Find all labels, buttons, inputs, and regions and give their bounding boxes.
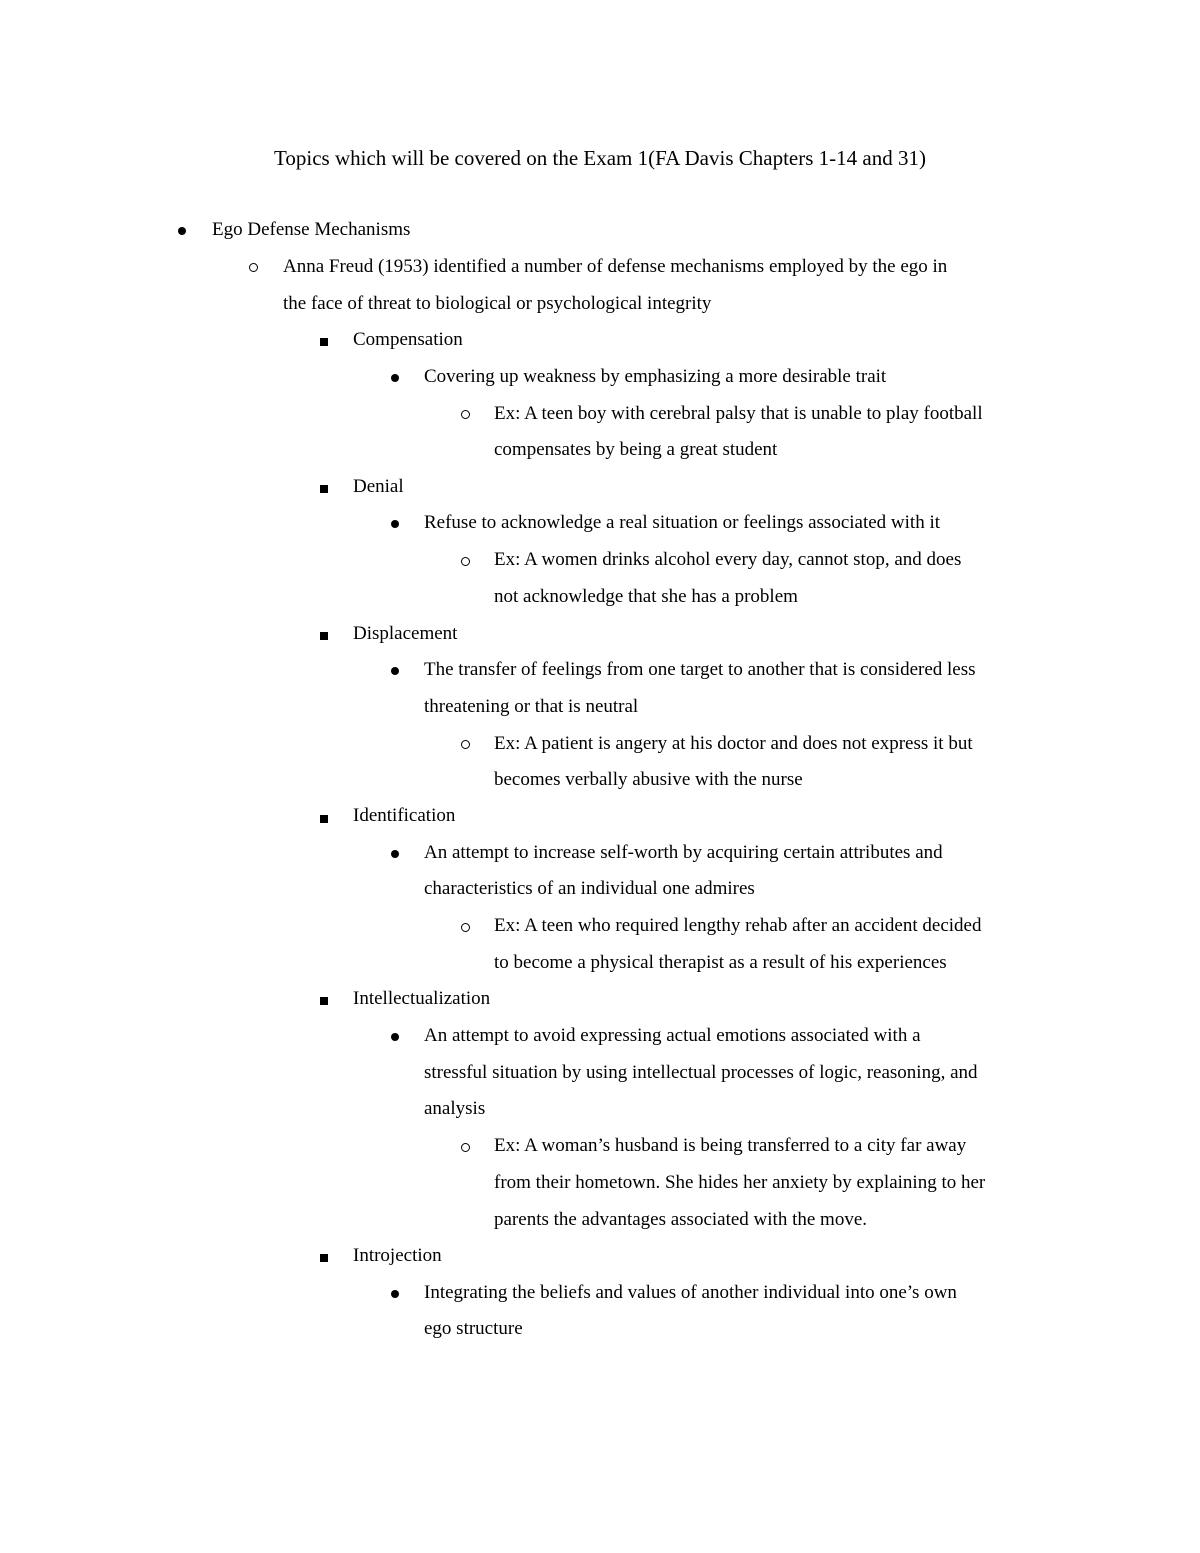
outline-item-level3: Identification — [353, 805, 456, 826]
outline-item-level4-cont: stressful situation by using intellectual processes of logic, reasoning, and — [424, 1062, 978, 1083]
outline-item-level4: Covering up weakness by emphasizing a more desirable trait — [424, 366, 887, 387]
outline-item-level2-cont: the face of threat to biological or psychological integrity — [283, 293, 712, 314]
outline-item-level4-cont: threatening or that is neutral — [424, 696, 639, 717]
circle-bullet-icon — [461, 740, 470, 749]
outline-item-level4: The transfer of feelings from one target to another that is considered less — [424, 659, 976, 680]
circle-bullet-icon — [461, 557, 470, 566]
square-bullet-icon — [320, 1254, 328, 1262]
disc-bullet-icon — [178, 227, 186, 235]
square-bullet-icon — [320, 997, 328, 1005]
outline-item-level4: Integrating the beliefs and values of another individual into one’s own — [424, 1282, 957, 1303]
square-bullet-icon — [320, 632, 328, 640]
outline-item-level5: Ex: A women drinks alcohol every day, cannot stop, and does — [494, 549, 962, 570]
disc-bullet-icon — [391, 667, 399, 675]
outline-item-level4: Refuse to acknowledge a real situation or feelings associated with it — [424, 512, 941, 533]
outline-item-level5-cont: compensates by being a great student — [494, 439, 778, 460]
outline-item-level4-cont: ego structure — [424, 1318, 523, 1339]
outline-item-level5: Ex: A teen boy with cerebral palsy that is unable to play football — [494, 403, 983, 424]
circle-bullet-icon — [461, 410, 470, 419]
outline-item-level5-cont: to become a physical therapist as a result of his experiences — [494, 952, 947, 973]
outline-item-level4: An attempt to increase self-worth by acquiring certain attributes and — [424, 842, 943, 863]
outline-item-level4-cont: characteristics of an individual one admires — [424, 878, 755, 899]
square-bullet-icon — [320, 815, 328, 823]
outline-item-level4-cont: analysis — [424, 1098, 486, 1119]
outline-item-level3: Intellectualization — [353, 988, 491, 1009]
outline-item-level3: Denial — [353, 476, 404, 497]
outline-item-level3: Displacement — [353, 623, 458, 644]
outline-item-level5: Ex: A woman’s husband is being transferred to a city far away — [494, 1135, 967, 1156]
square-bullet-icon — [320, 485, 328, 493]
outline-item-level1: Ego Defense Mechanisms — [212, 219, 411, 240]
circle-bullet-icon — [461, 1143, 470, 1152]
outline-item-level5-cont: parents the advantages associated with the move. — [494, 1209, 868, 1230]
circle-bullet-icon — [249, 263, 258, 272]
disc-bullet-icon — [391, 1033, 399, 1041]
outline-item-level5: Ex: A patient is angery at his doctor and does not express it but — [494, 733, 973, 754]
disc-bullet-icon — [391, 520, 399, 528]
square-bullet-icon — [320, 338, 328, 346]
outline-item-level3: Introjection — [353, 1245, 442, 1266]
outline-item-level5-cont: not acknowledge that she has a problem — [494, 586, 798, 607]
circle-bullet-icon — [461, 923, 470, 932]
document-title: Topics which will be covered on the Exam 1(FA Davis Chapters 1-14 and 31) — [274, 146, 926, 170]
outline-item-level5-cont: becomes verbally abusive with the nurse — [494, 769, 803, 790]
disc-bullet-icon — [391, 374, 399, 382]
outline-item-level2: Anna Freud (1953) identified a number of defense mechanisms employed by the ego in — [283, 256, 948, 277]
outline-item-level5: Ex: A teen who required lengthy rehab after an accident decided — [494, 915, 982, 936]
outline-item-level5-cont: from their hometown. She hides her anxiety by explaining to her — [494, 1172, 986, 1193]
disc-bullet-icon — [391, 850, 399, 858]
disc-bullet-icon — [391, 1290, 399, 1298]
outline-item-level4: An attempt to avoid expressing actual emotions associated with a — [424, 1025, 921, 1046]
outline-item-level3: Compensation — [353, 329, 463, 350]
